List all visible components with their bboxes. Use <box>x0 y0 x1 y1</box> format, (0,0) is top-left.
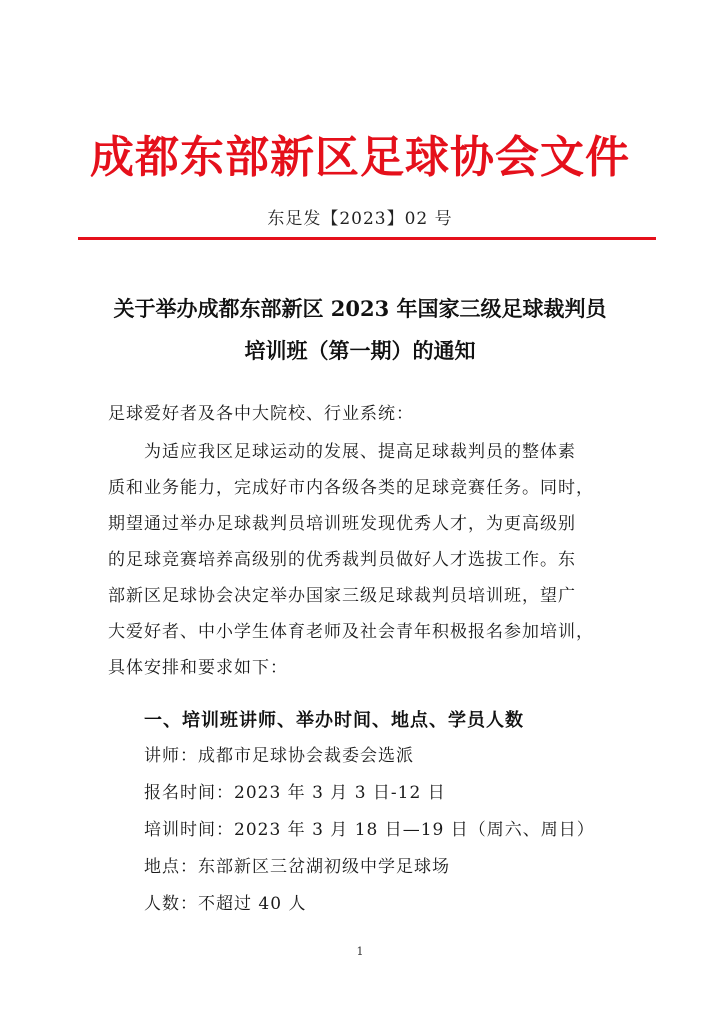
detail-item-headcount: 人数：不超过 40 人 <box>144 894 307 914</box>
notice-title-line-1: 关于举办成都东部新区 2023 年国家三级足球裁判员 <box>113 296 607 321</box>
paragraph-line: 大爱好者、中小学生体育老师及社会青年积极报名参加培训， <box>108 622 594 642</box>
detail-item-location: 地点：东部新区三岔湖初级中学足球场 <box>144 857 450 877</box>
detail-item-registration-time: 报名时间：2023 年 3 月 3 日-12 日 <box>144 783 446 803</box>
red-divider-rule <box>78 237 656 240</box>
detail-item-lecturer: 讲师：成都市足球协会裁委会选派 <box>144 746 414 766</box>
paragraph-line: 的足球竞赛培养高级别的优秀裁判员做好人才选拔工作。东 <box>108 550 576 570</box>
notice-title-line-2: 培训班（第一期）的通知 <box>244 338 476 363</box>
salutation: 足球爱好者及各中大院校、行业系统： <box>108 404 414 424</box>
document-header-title: 成都东部新区足球协会文件 <box>90 132 630 183</box>
page-number: 1 <box>356 945 364 958</box>
detail-list <box>144 738 644 923</box>
paragraph-line: 部新区足球协会决定举办国家三级足球裁判员培训班，望广 <box>108 586 576 606</box>
paragraph-line: 质和业务能力，完成好市内各级各类的足球竞赛任务。同时， <box>108 478 594 498</box>
paragraph-line: 期望通过举办足球裁判员培训班发现优秀人才，为更高级别 <box>108 514 576 534</box>
document-number: 东足发【2023】02 号 <box>267 209 453 229</box>
section-heading: 一、培训班讲师、举办时间、地点、学员人数 <box>144 710 524 731</box>
detail-item-training-time: 培训时间：2023 年 3 月 18 日—19 日（周六、周日） <box>144 820 595 840</box>
paragraph-line: 具体安排和要求如下： <box>108 658 288 678</box>
intro-paragraph <box>108 434 628 686</box>
paragraph-line: 为适应我区足球运动的发展、提高足球裁判员的整体素 <box>144 442 576 462</box>
